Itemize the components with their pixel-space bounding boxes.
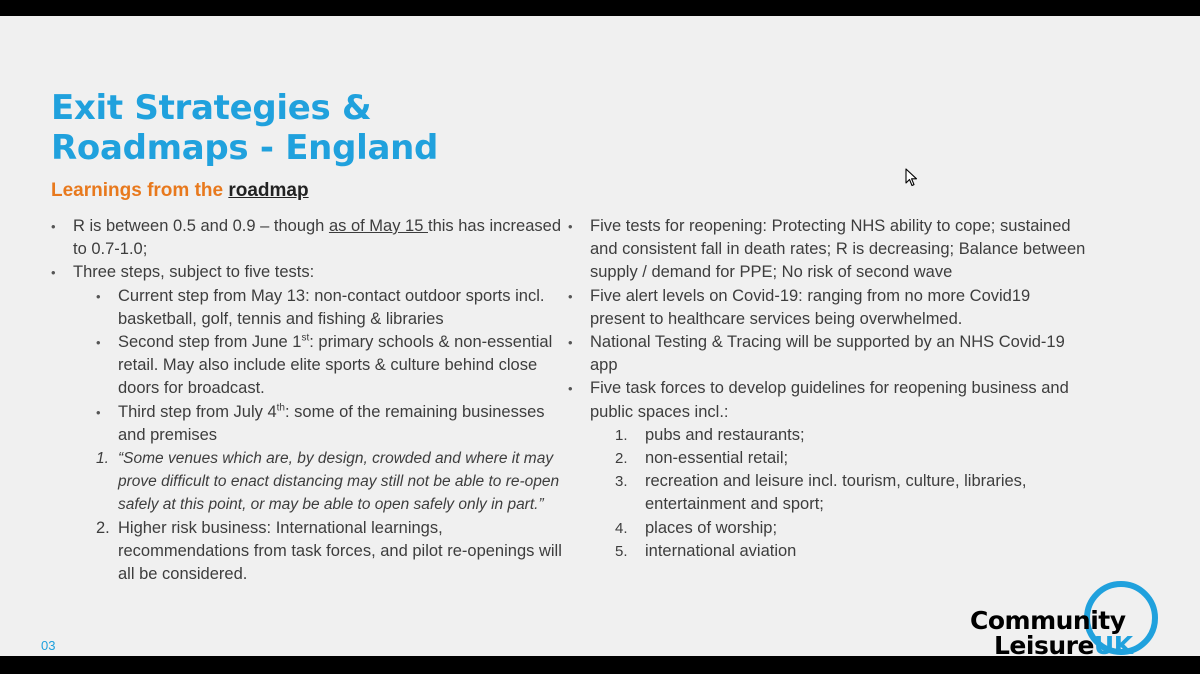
list-text: recreation and leisure incl. tourism, culture, libraries, entertainment and sport; bbox=[645, 472, 1027, 514]
bullet-text: : some of the remaining businesses and premises bbox=[118, 402, 545, 444]
presentation-slide bbox=[0, 16, 1200, 656]
slide-title bbox=[51, 88, 438, 168]
bullet-five-tests bbox=[568, 215, 1088, 285]
list-item bbox=[568, 447, 1088, 470]
bullet-icon: • bbox=[51, 265, 56, 281]
sub-bullet-step-3 bbox=[51, 401, 576, 447]
list-number: 4. bbox=[615, 519, 628, 537]
superscript: th bbox=[276, 402, 285, 414]
logo-text-line-2 bbox=[994, 631, 1133, 656]
bullet-text: Third step from July 4 bbox=[118, 402, 277, 421]
slide-title-line-2: Roadmaps - England bbox=[51, 128, 439, 168]
sub-bullet-step-2 bbox=[51, 331, 576, 401]
bullet-text: National Testing & Tracing will be supported by an NHS Covid-19 app bbox=[590, 333, 1065, 375]
quote-text: “Some venues which are, by design, crowded and where it may prove difficult to enact distancing may still not be able to re-open safely at this point, or may be able to open safely only in part.” bbox=[118, 450, 560, 514]
bullet-icon: • bbox=[51, 219, 56, 234]
bullet-text: Second step from June 1 bbox=[118, 333, 302, 352]
bullet-text: Three steps, subject to five tests: bbox=[73, 263, 315, 282]
bullet-icon: • bbox=[568, 335, 573, 351]
list-item bbox=[568, 540, 1088, 563]
bullet-task-forces bbox=[568, 377, 1088, 423]
bullet-icon: • bbox=[96, 288, 101, 304]
list-item bbox=[568, 424, 1088, 447]
list-number: 5. bbox=[615, 542, 628, 560]
bullet-text: Current step from May 13: non-contact outdoor sports incl. basketball, golf, tennis and fishing & libraries bbox=[118, 286, 545, 328]
right-column bbox=[568, 215, 1088, 563]
list-text: international aviation bbox=[645, 541, 797, 560]
list-text: places of worship; bbox=[645, 518, 778, 537]
list-number: 2. bbox=[615, 450, 628, 468]
list-item bbox=[568, 470, 1088, 516]
bullet-r-value bbox=[51, 215, 576, 261]
superscript: st bbox=[301, 332, 310, 344]
page-number: 03 bbox=[41, 638, 56, 653]
list-number: 2. bbox=[96, 518, 110, 537]
numbered-item-1 bbox=[51, 447, 576, 517]
bullet-text: : primary schools & non-essential retail. May also include elite sports & culture behind close doors for broadcast. bbox=[118, 333, 553, 398]
bullet-icon: • bbox=[96, 404, 101, 420]
numbered-item-2 bbox=[51, 517, 576, 587]
bullet-testing-tracing bbox=[568, 331, 1088, 377]
bullet-icon: • bbox=[96, 335, 101, 351]
list-item bbox=[568, 517, 1088, 540]
list-text: Higher risk business: International learnings, recommendations from task forces, and pilot re-openings will all be considered. bbox=[118, 518, 562, 584]
logo-text-main: Leisure bbox=[994, 631, 1094, 656]
mouse-pointer-icon bbox=[905, 168, 919, 188]
bullet-text: Five alert levels on Covid-19: ranging from no more Covid19 present to healthcare services being overwhelmed. bbox=[590, 286, 1031, 328]
left-column bbox=[51, 215, 576, 586]
list-text: pubs and restaurants; bbox=[645, 425, 805, 444]
roadmap-link[interactable]: roadmap bbox=[228, 180, 309, 201]
bullet-text: R is between 0.5 and 0.9 – though bbox=[73, 217, 329, 235]
bullet-alert-levels bbox=[568, 285, 1088, 331]
may-15-link[interactable]: as of May 15 bbox=[328, 217, 428, 235]
bullet-icon: • bbox=[568, 219, 573, 234]
logo-text-line-1: Community bbox=[970, 606, 1126, 635]
slide-title-line-1: Exit Strategies & bbox=[51, 88, 372, 128]
list-text: non-essential retail; bbox=[645, 449, 789, 468]
logo-text-accent: UK bbox=[1093, 631, 1133, 656]
subtitle-prefix: Learnings from the bbox=[51, 180, 229, 201]
slide-subtitle bbox=[51, 180, 309, 202]
list-number: 3. bbox=[615, 473, 628, 491]
community-leisure-uk-logo bbox=[968, 579, 1178, 656]
list-number: 1. bbox=[615, 426, 628, 444]
bullet-text: this has increased to 0.7-1.0; bbox=[73, 217, 561, 259]
bullet-three-steps bbox=[51, 261, 576, 284]
list-number: 1. bbox=[96, 450, 109, 468]
bullet-text: Five tests for reopening: Protecting NHS ability to cope; sustained and consistent fall in death rates; R is decreasing; Balance between supply / demand for PPE; No risk of second wave bbox=[590, 217, 1086, 282]
bullet-icon: • bbox=[568, 288, 573, 304]
bullet-icon: • bbox=[568, 381, 573, 397]
sub-bullet-step-1 bbox=[51, 285, 576, 331]
bullet-text: Five task forces to develop guidelines for reopening business and public spaces incl.: bbox=[590, 379, 1069, 421]
